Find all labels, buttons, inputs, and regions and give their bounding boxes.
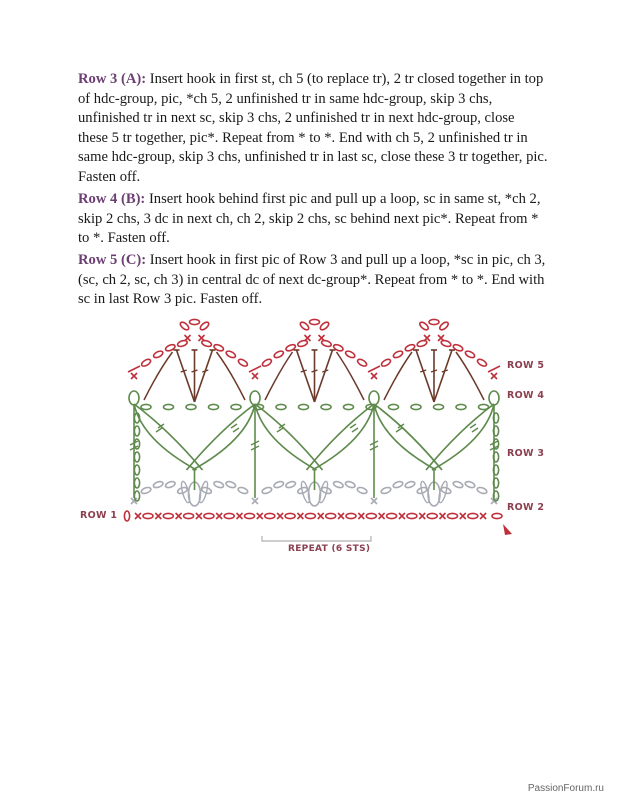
chain-stitch (153, 480, 164, 488)
chain-stitch (392, 480, 403, 488)
chain-stitch (389, 404, 399, 409)
sc-stitch (480, 513, 486, 519)
sc-stitch (216, 513, 222, 519)
chain-stitch (387, 513, 397, 518)
sc-stitch (318, 513, 324, 519)
chain-stitch (134, 426, 139, 436)
sc-stitch (155, 513, 161, 519)
chain-stitch (184, 513, 194, 518)
chain-stitch (141, 486, 152, 494)
picot (250, 391, 260, 405)
chain-stitch (464, 480, 475, 488)
chain-stitch (285, 480, 296, 488)
dc-stitch (177, 350, 195, 402)
chain-stitch (163, 513, 173, 518)
chain-stitch (452, 480, 463, 488)
tr-tick (470, 424, 478, 432)
chain-stitch (199, 321, 210, 331)
sc-stitch (237, 513, 243, 519)
sc-stitch (338, 513, 344, 519)
chain-stitch (448, 513, 458, 518)
tr-stitch (193, 404, 256, 470)
sc-stitch (399, 513, 405, 519)
chain-stitch (333, 480, 344, 488)
chain-stitch (204, 513, 214, 518)
row3-stitches (130, 404, 499, 501)
chain-stitch (326, 513, 336, 518)
repeat-bracket (262, 536, 371, 541)
chain-stitch (438, 321, 449, 331)
chain-stitch (356, 358, 367, 368)
sc-stitch (277, 513, 283, 519)
chain-stitch (345, 480, 356, 488)
chain-stitch (319, 321, 330, 331)
chain-stitch (209, 404, 219, 409)
tr-stitch (134, 404, 203, 470)
chain-stitch (468, 513, 478, 518)
chain-stitch (345, 350, 356, 359)
chart-annotations (262, 524, 512, 541)
row1-chart-label: ROW 1 (80, 510, 118, 521)
chain-stitch (273, 480, 284, 488)
tr-stitch (187, 404, 256, 470)
watermark: PassionForum.ru (527, 783, 604, 794)
chain-stitch (380, 486, 391, 494)
row5-label: Row 5 (C): (78, 252, 147, 268)
chain-stitch (134, 491, 139, 501)
chain-stitch (140, 358, 151, 368)
chain-stitch (285, 513, 295, 518)
tr-stitch (313, 404, 375, 470)
sc-stitch (131, 373, 137, 379)
chain-stitch (143, 513, 153, 518)
chain-stitch (464, 350, 475, 359)
picot (129, 391, 139, 405)
chain-stitch (416, 339, 427, 347)
chain-stitch (164, 404, 174, 409)
row4-chart-label: ROW 4 (507, 390, 545, 401)
chain-stitch (299, 404, 309, 409)
sc-stitch (185, 335, 191, 341)
dc-stitch (315, 350, 333, 402)
chain-stitch (429, 319, 439, 324)
sc-stitch (371, 373, 377, 379)
chain-stitch (276, 404, 286, 409)
row4-text: Insert hook behind first pic and pull up a loop, sc in same st, *ch 2, skip 2 chs, 3 dc in next ch, ch 2, skip 2 chs, sc behind next pic*. Repeat from * to *. Fasten off. (78, 191, 541, 246)
sc-stitch (319, 335, 325, 341)
tr-stitch (426, 404, 494, 470)
tr-stitch (374, 404, 442, 470)
chain-stitch (321, 404, 331, 409)
sc-stitch (371, 498, 377, 504)
tr-stitch (374, 404, 436, 470)
start-arrow-icon (503, 524, 512, 535)
tr-stitch (255, 404, 317, 470)
chain-stitch (273, 350, 284, 359)
slip-mark (249, 366, 261, 372)
chain-stitch (434, 404, 444, 409)
slip-mark (128, 366, 140, 372)
row3-label: Row 3 (A): (78, 71, 147, 87)
chain-stitch (261, 358, 272, 368)
chain-stitch (321, 339, 332, 347)
sc-stitch (358, 513, 364, 519)
chain-stitch (190, 319, 200, 324)
chain-stitch (237, 358, 248, 368)
chain-stitch (225, 480, 236, 488)
chain-stitch (245, 513, 255, 518)
dc-stitch (434, 350, 452, 402)
chain-stitch (201, 339, 212, 347)
chain-stitch (357, 486, 368, 494)
sc-stitch (305, 335, 311, 341)
chain-stitch (456, 404, 466, 409)
chain-stitch (225, 350, 236, 359)
chain-stitch (261, 486, 272, 494)
chain-stitch (411, 404, 421, 409)
chain-stitch (305, 513, 315, 518)
row2-chart-label: ROW 2 (507, 502, 545, 513)
chain-stitch (440, 339, 451, 347)
chain-stitch (476, 486, 487, 494)
tr-stitch (255, 404, 323, 470)
chain-stitch (231, 404, 241, 409)
chain-stitch (179, 321, 190, 331)
chain-stitch (124, 511, 129, 521)
dc-stitch (416, 350, 434, 402)
chain-stitch (134, 465, 139, 475)
chain-stitch (407, 513, 417, 518)
sc-stitch (135, 513, 141, 519)
chain-stitch (344, 404, 354, 409)
chain-stitch (492, 513, 502, 518)
tr-stitch (432, 404, 494, 470)
chain-stitch (237, 486, 248, 494)
row3-chart-label: ROW 3 (507, 448, 545, 459)
chain-stitch (380, 358, 391, 368)
sc-stitch (252, 373, 258, 379)
dc-stitch (297, 350, 315, 402)
chain-stitch (224, 513, 234, 518)
chain-stitch (153, 350, 164, 359)
chain-stitch (392, 350, 403, 359)
sc-stitch (199, 335, 205, 341)
chain-stitch (297, 339, 308, 347)
sc-stitch (297, 513, 303, 519)
chain-stitch (479, 404, 489, 409)
chain-stitch (186, 404, 196, 409)
tr-stitch (307, 404, 375, 470)
sc-stitch (491, 373, 497, 379)
chain-stitch (177, 339, 188, 347)
chain-stitch (299, 321, 310, 331)
row3-text: Insert hook in first st, ch 5 (to replace tr), 2 tr closed together in top of hdc-group, pic, *ch 5, 2 unfinished tr in same hdc-group, skip 3 chs, unfinished tr in next sc, skip 3 chs, 2 unfinished tr in next hdc-group, close these 5 tr together, pic*. Repeat from * to *. End with ch 5, 2 unfinished tr in same hdc-group, skip 3 chs, unfinished tr in last sc, close these 3 tr together, pic. Fasten off. (78, 71, 548, 185)
chain-stitch (265, 513, 275, 518)
tr-stitch (134, 404, 197, 470)
slip-mark (368, 366, 380, 372)
sc-stitch (252, 498, 258, 504)
row4-stitches (129, 350, 499, 410)
chain-stitch (165, 480, 176, 488)
dc-stitch (195, 350, 213, 402)
chain-stitch (404, 480, 415, 488)
row4-label: Row 4 (B): (78, 191, 146, 207)
sc-stitch (460, 513, 466, 519)
tr-tick (350, 424, 358, 432)
sc-stitch (176, 513, 182, 519)
sc-stitch (419, 513, 425, 519)
sc-stitch (379, 513, 385, 519)
row5-text: Insert hook in first pic of Row 3 and pull up a loop, *sc in pic, ch 3, (sc, ch 2, sc, ch 3) in central dc of next dc-group*. Repeat from * to *. End with sc in last Row 3 pic. Fasten off. (78, 252, 546, 307)
sc-stitch (424, 335, 430, 341)
chain-stitch (310, 319, 320, 324)
chain-stitch (141, 404, 151, 409)
chain-stitch (366, 513, 376, 518)
chain-stitch (476, 358, 487, 368)
chain-stitch (427, 513, 437, 518)
slip-mark (488, 366, 500, 372)
sc-stitch (440, 513, 446, 519)
picot (369, 391, 379, 405)
chain-stitch (418, 321, 429, 331)
chain-stitch (134, 478, 139, 488)
row1-stitches (124, 511, 502, 521)
chain-stitch (213, 480, 224, 488)
row5-chart-label: ROW 5 (507, 360, 545, 371)
sc-stitch (438, 335, 444, 341)
sc-stitch (257, 513, 263, 519)
picot (489, 391, 499, 405)
tr-tick (231, 424, 239, 432)
sc-stitch (196, 513, 202, 519)
chain-stitch (346, 513, 356, 518)
chain-stitch (134, 452, 139, 462)
repeat-label: REPEAT (6 STS) (288, 544, 371, 554)
